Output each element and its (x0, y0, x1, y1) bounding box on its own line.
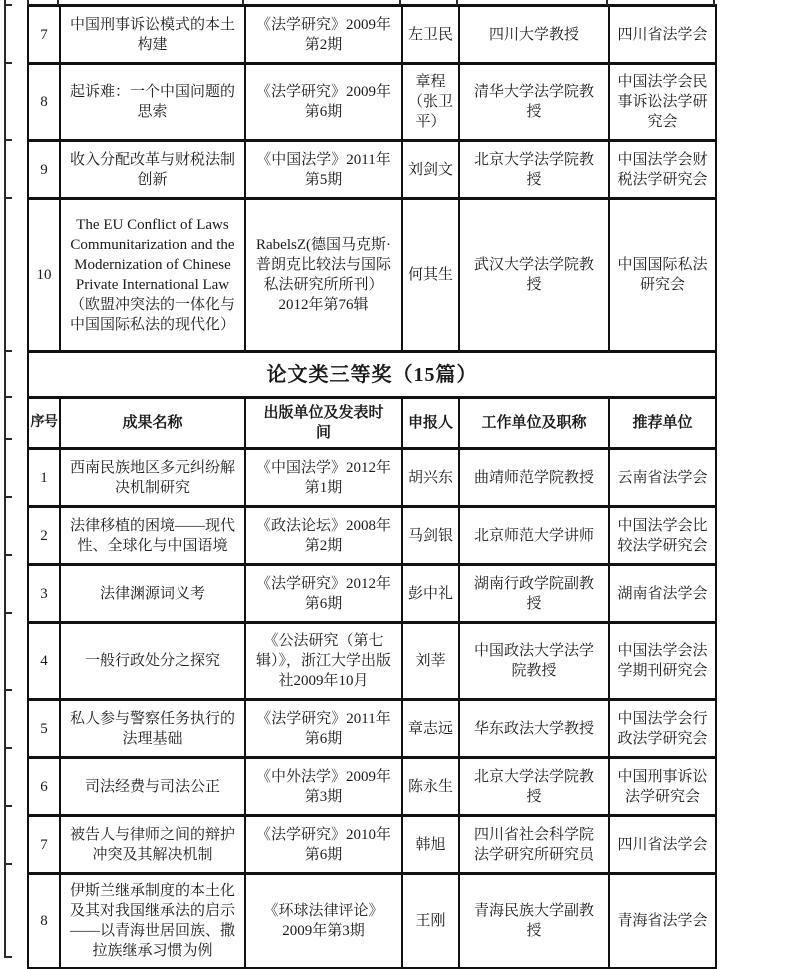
cell-seq: 3 (28, 565, 60, 623)
cell-work-unit: 北京师范大学讲师 (459, 507, 609, 565)
cell-applicant: 章程（张卫平） (402, 64, 459, 141)
cell-name: 被告人与律师之间的辩护冲突及其解决机制 (60, 816, 245, 874)
cell-publication: 《法学研究》2012年第6期 (245, 565, 402, 623)
cell-publication: 《法学研究》2010年第6期 (245, 816, 402, 874)
cell-seq: 1 (28, 449, 60, 507)
table-row (28, 64, 716, 141)
scan-margin-tick (4, 139, 12, 141)
cell-seq: 5 (28, 700, 60, 758)
cell-seq: 7 (28, 6, 60, 64)
cell-applicant: 彭中礼 (402, 565, 459, 623)
cell-work-unit: 北京大学法学院教授 (459, 758, 609, 816)
scan-border-stub (242, 0, 244, 5)
cell-recommender: 中国法学会比较法学研究会 (609, 507, 716, 565)
cell-seq: 8 (28, 64, 60, 141)
cell-work-unit: 曲靖师范学院教授 (459, 449, 609, 507)
table-header-row (28, 398, 716, 449)
scan-border-stub (456, 0, 458, 5)
cell-publication: 《法学研究》2011年第6期 (245, 700, 402, 758)
cell-recommender: 中国法学会法学期刊研究会 (609, 623, 716, 700)
cell-publication: 《公法研究（第七辑）》，浙江大学出版社2009年10月 (245, 623, 402, 700)
cell-applicant: 马剑银 (402, 507, 459, 565)
cell-work-unit: 青海民族大学副教授 (459, 874, 609, 969)
scan-margin-tick (4, 350, 12, 352)
scan-margin-tick (4, 396, 12, 398)
column-header-publication: 出版单位及发表时间 (245, 398, 402, 449)
cell-applicant: 何其生 (402, 199, 459, 352)
scan-border-stub (606, 0, 608, 5)
cell-publication: 《中国法学》2011年第5期 (245, 141, 402, 199)
scan-margin-tick (4, 863, 12, 865)
table-row (28, 623, 716, 700)
scan-margin-tick (4, 956, 12, 958)
cell-publication: 《政法论坛》2008年第2期 (245, 507, 402, 565)
cell-work-unit: 北京大学法学院教授 (459, 141, 609, 199)
scan-border-stub (27, 0, 29, 5)
cell-work-unit: 中国政法大学法学院教授 (459, 623, 609, 700)
cell-work-unit: 武汉大学法学院教授 (459, 199, 609, 352)
cell-publication: 《中国法学》2012年第1期 (245, 449, 402, 507)
table-row (28, 758, 716, 816)
cell-recommender: 中国法学会行政法学研究会 (609, 700, 716, 758)
scan-margin-tick (4, 496, 12, 498)
cell-publication: 《法学研究》2009年第2期 (245, 6, 402, 64)
scan-margin-tick (4, 612, 12, 614)
cell-applicant: 刘莘 (402, 623, 459, 700)
cell-name: 司法经费与司法公正 (60, 758, 245, 816)
cell-publication: 《法学研究》2009年第6期 (245, 64, 402, 141)
scan-margin-tick (4, 62, 12, 64)
table-row (28, 700, 716, 758)
cell-name: 中国刑事诉讼模式的本土构建 (60, 6, 245, 64)
cell-recommender: 云南省法学会 (609, 449, 716, 507)
cell-seq: 6 (28, 758, 60, 816)
section-title: 论文类三等奖（15篇） (28, 352, 716, 398)
cell-work-unit: 湖南行政学院副教授 (459, 565, 609, 623)
cell-name: 私人参与警察任务执行的法理基础 (60, 700, 245, 758)
table-row (28, 816, 716, 874)
cell-work-unit: 四川大学教授 (459, 6, 609, 64)
cell-applicant: 胡兴东 (402, 449, 459, 507)
column-header-recommender: 推荐单位 (609, 398, 716, 449)
scan-margin-tick (4, 197, 12, 199)
cell-work-unit: 华东政法大学教授 (459, 700, 609, 758)
cell-recommender: 中国法学会民事诉讼法学研究会 (609, 64, 716, 141)
cell-applicant: 刘剑文 (402, 141, 459, 199)
cell-publication: 《环球法律评论》2009年第3期 (245, 874, 402, 969)
cell-name: The EU Conflict of Laws Communitarization and the Modernization of Chinese Private International Law（欧盟冲突法的一体化与中国国际私法的现代化） (60, 199, 245, 352)
cell-name: 收入分配改革与财税法制创新 (60, 141, 245, 199)
cell-seq: 4 (28, 623, 60, 700)
cell-name: 西南民族地区多元纠纷解决机制研究 (60, 449, 245, 507)
cell-name: 伊斯兰继承制度的本土化及其对我国继承法的启示——以青海世居回族、撒拉族继承习惯为例 (60, 874, 245, 969)
scan-border-stub (713, 0, 715, 5)
cell-name: 起诉难：一个中国问题的思索 (60, 64, 245, 141)
table-row (28, 141, 716, 199)
scan-border-stub (399, 0, 401, 5)
cell-applicant: 韩旭 (402, 816, 459, 874)
section-title-row (28, 352, 716, 398)
column-header-work-unit: 工作单位及职称 (459, 398, 609, 449)
cell-recommender: 青海省法学会 (609, 874, 716, 969)
awards-table (27, 4, 717, 969)
cell-name: 法律渊源词义考 (60, 565, 245, 623)
scan-margin-tick (4, 438, 12, 440)
scan-margin-tick (4, 689, 12, 691)
cell-recommender: 中国国际私法研究会 (609, 199, 716, 352)
cell-recommender: 湖南省法学会 (609, 565, 716, 623)
cell-publication: RabelsZ(德国马克斯·普朗克比较法与国际私法研究所所刊）2012年第76辑 (245, 199, 402, 352)
cell-applicant: 章志远 (402, 700, 459, 758)
column-header-seq: 序号 (28, 398, 60, 449)
cell-seq: 10 (28, 199, 60, 352)
scan-margin-line (4, 0, 6, 958)
cell-seq: 8 (28, 874, 60, 969)
cell-recommender: 四川省法学会 (609, 816, 716, 874)
cell-seq: 7 (28, 816, 60, 874)
cell-name: 一般行政处分之探究 (60, 623, 245, 700)
column-header-applicant: 申报人 (402, 398, 459, 449)
scan-margin-tick (4, 554, 12, 556)
table-row (28, 6, 716, 64)
cell-recommender: 中国刑事诉讼法学研究会 (609, 758, 716, 816)
scan-margin-tick (4, 805, 12, 807)
scan-margin-tick (4, 747, 12, 749)
table-row (28, 449, 716, 507)
table-row (28, 199, 716, 352)
cell-seq: 9 (28, 141, 60, 199)
scan-border-stub (57, 0, 59, 5)
cell-applicant: 左卫民 (402, 6, 459, 64)
cell-applicant: 王刚 (402, 874, 459, 969)
cell-recommender: 中国法学会财税法学研究会 (609, 141, 716, 199)
cell-name: 法律移植的困境——现代性、全球化与中国语境 (60, 507, 245, 565)
cell-seq: 2 (28, 507, 60, 565)
table-row (28, 874, 716, 969)
scan-margin-tick (4, 4, 12, 6)
cell-work-unit: 清华大学法学院教授 (459, 64, 609, 141)
cell-recommender: 四川省法学会 (609, 6, 716, 64)
column-header-name: 成果名称 (60, 398, 245, 449)
table-row (28, 565, 716, 623)
cell-publication: 《中外法学》2009年第3期 (245, 758, 402, 816)
table-row (28, 507, 716, 565)
cell-applicant: 陈永生 (402, 758, 459, 816)
cell-work-unit: 四川省社会科学院法学研究所研究员 (459, 816, 609, 874)
